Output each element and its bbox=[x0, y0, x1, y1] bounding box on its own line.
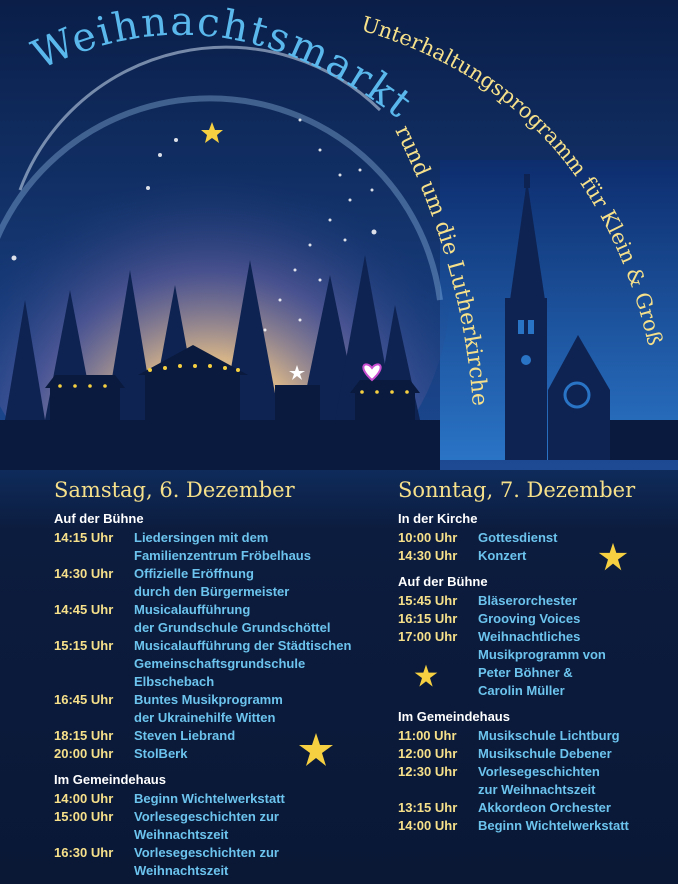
event-title bbox=[134, 529, 311, 565]
event-line: Weihnachtliches bbox=[478, 629, 581, 644]
event-time: 12:30 Uhr bbox=[398, 764, 458, 779]
schedule-row bbox=[54, 844, 384, 880]
event-line: Steven Liebrand bbox=[134, 728, 236, 743]
event-time: 14:00 Uhr bbox=[54, 791, 114, 806]
schedule-row bbox=[398, 610, 668, 628]
event-line: Vorlesegeschichten zur bbox=[134, 845, 279, 860]
event-line: Vorlesegeschichten bbox=[478, 764, 600, 779]
event-title bbox=[134, 844, 279, 880]
event-time: 12:00 Uhr bbox=[398, 746, 458, 761]
event-title bbox=[134, 808, 279, 844]
schedule-row bbox=[54, 637, 384, 691]
schedule-row bbox=[398, 592, 668, 610]
event-line: Weihnachtszeit bbox=[134, 827, 229, 842]
section-title: Im Gemeindehaus bbox=[54, 772, 166, 787]
schedule-row bbox=[398, 727, 668, 745]
event-line: durch den Bürgermeister bbox=[134, 584, 290, 599]
event-title bbox=[134, 790, 285, 808]
event-line: der Ukrainehilfe Witten bbox=[134, 710, 276, 725]
event-line: zur Weihnachtszeit bbox=[478, 782, 596, 797]
event-line: Musikprogramm von bbox=[478, 647, 606, 662]
event-time: 17:00 Uhr bbox=[398, 629, 458, 644]
event-time: 14:30 Uhr bbox=[54, 566, 114, 581]
event-line: Musikschule Lichtburg bbox=[478, 728, 620, 743]
event-line: Buntes Musikprogramm bbox=[134, 692, 283, 707]
event-title bbox=[478, 727, 620, 745]
event-line: Musikschule Debener bbox=[478, 746, 612, 761]
event-line: Grooving Voices bbox=[478, 611, 581, 626]
saturday-heading: Samstag, 6. Dezember bbox=[54, 478, 295, 502]
event-line: Beginn Wichtelwerkstatt bbox=[134, 791, 285, 806]
svg-text:rund um die Lutherkirche bbox=[390, 122, 492, 407]
event-line: StolBerk bbox=[134, 746, 188, 761]
event-title bbox=[478, 799, 611, 817]
event-title bbox=[478, 763, 600, 799]
event-title bbox=[134, 601, 330, 637]
event-line: Carolin Müller bbox=[478, 683, 565, 698]
event-line: Vorlesegeschichten zur bbox=[134, 809, 279, 824]
section-title: In der Kirche bbox=[398, 511, 478, 526]
event-line: Beginn Wichtelwerkstatt bbox=[478, 818, 629, 833]
event-title bbox=[134, 727, 235, 745]
event-title bbox=[134, 745, 187, 763]
schedule-row bbox=[54, 601, 384, 637]
event-time: 15:15 Uhr bbox=[54, 638, 114, 653]
star-icon bbox=[598, 542, 628, 572]
event-line: Akkordeon Orchester bbox=[478, 800, 611, 815]
schedule-row bbox=[54, 727, 384, 745]
event-time: 16:45 Uhr bbox=[54, 692, 114, 707]
event-time: 14:45 Uhr bbox=[54, 602, 114, 617]
saturday-schedule bbox=[54, 510, 384, 880]
schedule-row bbox=[398, 763, 668, 799]
section-title: Auf der Bühne bbox=[54, 511, 144, 526]
section-title: Im Gemeindehaus bbox=[398, 709, 510, 724]
schedule-row bbox=[54, 565, 384, 601]
svg-text:Weihnachtsmarkt bbox=[25, 0, 421, 128]
schedule-row bbox=[54, 790, 384, 808]
event-title bbox=[478, 610, 580, 628]
event-title bbox=[478, 745, 612, 763]
event-line: Gottesdienst bbox=[478, 530, 558, 545]
event-line: Peter Böhner & bbox=[478, 665, 573, 680]
tagline: Unterhaltungsprogramm für Klein & Groß bbox=[358, 11, 668, 348]
event-title bbox=[134, 637, 351, 691]
event-line: Gemeinschaftsgrundschule bbox=[134, 656, 306, 671]
event-line: Konzert bbox=[478, 548, 527, 563]
schedule-row bbox=[54, 691, 384, 727]
main-title: Weihnachtsmarkt bbox=[25, 0, 422, 128]
schedule-row bbox=[54, 745, 384, 763]
schedule-row bbox=[398, 745, 668, 763]
event-time: 15:45 Uhr bbox=[398, 593, 458, 608]
event-title bbox=[478, 628, 606, 700]
event-time: 20:00 Uhr bbox=[54, 746, 114, 761]
event-time: 13:15 Uhr bbox=[398, 800, 458, 815]
schedule-row bbox=[398, 628, 668, 700]
event-time: 14:15 Uhr bbox=[54, 530, 114, 545]
event-time: 11:00 Uhr bbox=[398, 728, 457, 743]
event-line: Elbschebach bbox=[134, 674, 215, 689]
event-title bbox=[478, 529, 557, 547]
event-line: Familienzentrum Fröbelhaus bbox=[134, 548, 311, 563]
event-title bbox=[478, 592, 577, 610]
event-line: Liedersingen mit dem bbox=[134, 530, 269, 545]
section-title: Auf der Bühne bbox=[398, 574, 488, 589]
event-time: 18:15 Uhr bbox=[54, 728, 114, 743]
event-line: Musicalaufführung bbox=[134, 602, 251, 617]
event-time: 14:00 Uhr bbox=[398, 818, 458, 833]
schedule-row bbox=[54, 529, 384, 565]
event-line: Weihnachtszeit bbox=[134, 863, 229, 878]
schedule-row bbox=[398, 799, 668, 817]
sunday-heading: Sonntag, 7. Dezember bbox=[398, 478, 636, 502]
event-line: Musicalaufführung der Städtischen bbox=[134, 638, 352, 653]
event-line: der Grundschule Grundschöttel bbox=[134, 620, 331, 635]
star-icon bbox=[298, 732, 334, 768]
event-time: 16:15 Uhr bbox=[398, 611, 458, 626]
event-time: 16:30 Uhr bbox=[54, 845, 114, 860]
event-title bbox=[478, 817, 629, 835]
schedule-row bbox=[398, 817, 668, 835]
event-title bbox=[134, 691, 283, 727]
event-line: Offizielle Eröffnung bbox=[134, 566, 254, 581]
event-title bbox=[134, 565, 289, 601]
svg-text:Unterhaltungsprogramm für Klei bbox=[359, 12, 667, 348]
event-line: Bläserorchester bbox=[478, 593, 577, 608]
event-time: 14:30 Uhr bbox=[398, 548, 458, 563]
schedule-row bbox=[54, 808, 384, 844]
subtitle: rund um die Lutherkirche bbox=[389, 121, 492, 407]
event-time: 10:00 Uhr bbox=[398, 530, 458, 545]
event-title bbox=[478, 547, 526, 565]
event-time: 15:00 Uhr bbox=[54, 809, 114, 824]
star-icon bbox=[414, 664, 438, 688]
